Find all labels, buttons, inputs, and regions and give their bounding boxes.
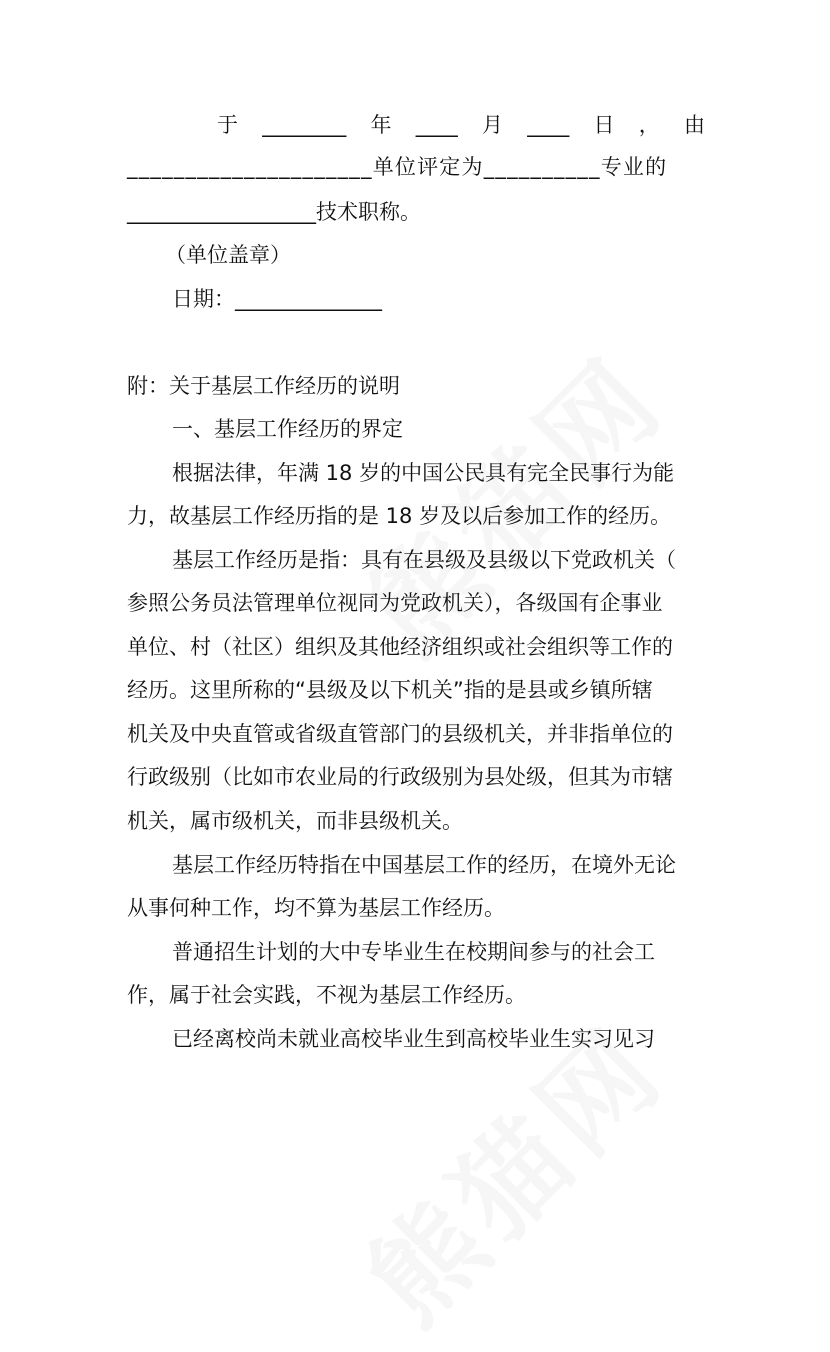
form-line-2: _____________________单位评定为__________专业的 xyxy=(127,155,668,179)
text-segment: 由 xyxy=(684,113,705,137)
appendix-title: 附：关于基层工作经历的说明 xyxy=(127,374,400,398)
paragraph-line: 行政级别（比如市农业局的行政级别为县处级，但其为市辖 xyxy=(127,765,673,789)
text-segment: 月 xyxy=(482,113,503,137)
text-segment: ， xyxy=(638,113,660,137)
paragraph-line: 基层工作经历是指：具有在县级及县级以下党政机关（ xyxy=(172,548,676,572)
form-line-1 xyxy=(217,110,705,140)
text-segment: 日 xyxy=(593,113,615,137)
paragraph-line: 经历。这里所称的“县级及以下机关”指的是县或乡镇所辖 xyxy=(127,678,653,702)
paragraph-line: 根据法律，年满 18 岁的中国公民具有完全民事行为能 xyxy=(172,461,675,485)
paragraph-line: 力，故基层工作经历指的是 18 岁及以后参加工作的经历。 xyxy=(127,504,672,528)
section-heading: 一、基层工作经历的界定 xyxy=(172,417,403,441)
form-line-3: __________________技术职称。 xyxy=(127,200,421,224)
blank-year-field: ________ xyxy=(262,113,347,137)
text-segment: 年 xyxy=(370,113,392,137)
blank-day-field: ____ xyxy=(527,113,570,137)
paragraph-line: 作，属于社会实践，不视为基层工作经历。 xyxy=(127,983,526,1007)
paragraph-line: 从事何种工作，均不算为基层工作经历。 xyxy=(127,896,505,920)
seal-label: （单位盖章） xyxy=(165,243,291,267)
paragraph-line: 机关及中央直管或省级直管部门的县级机关，并非指单位的 xyxy=(127,722,673,746)
blank-month-field: ____ xyxy=(415,113,458,137)
paragraph-line: 已经离校尚未就业高校毕业生到高校毕业生实习见习 xyxy=(172,1027,655,1051)
paragraph-line: 机关，属市级机关，而非县级机关。 xyxy=(127,809,463,833)
paragraph-line: 参照公务员法管理单位视同为党政机关），各级国有企事业 xyxy=(127,591,663,615)
date-label: 日期：______________ xyxy=(172,287,382,311)
paragraph-line: 基层工作经历特指在中国基层工作的经历，在境外无论 xyxy=(172,853,676,877)
paragraph-line: 单位、村（社区）组织及其他经济组织或社会组织等工作的 xyxy=(127,635,673,659)
text-segment: 于 xyxy=(217,113,238,137)
paragraph-line: 普通招生计划的大中专毕业生在校期间参与的社会工 xyxy=(172,940,655,964)
